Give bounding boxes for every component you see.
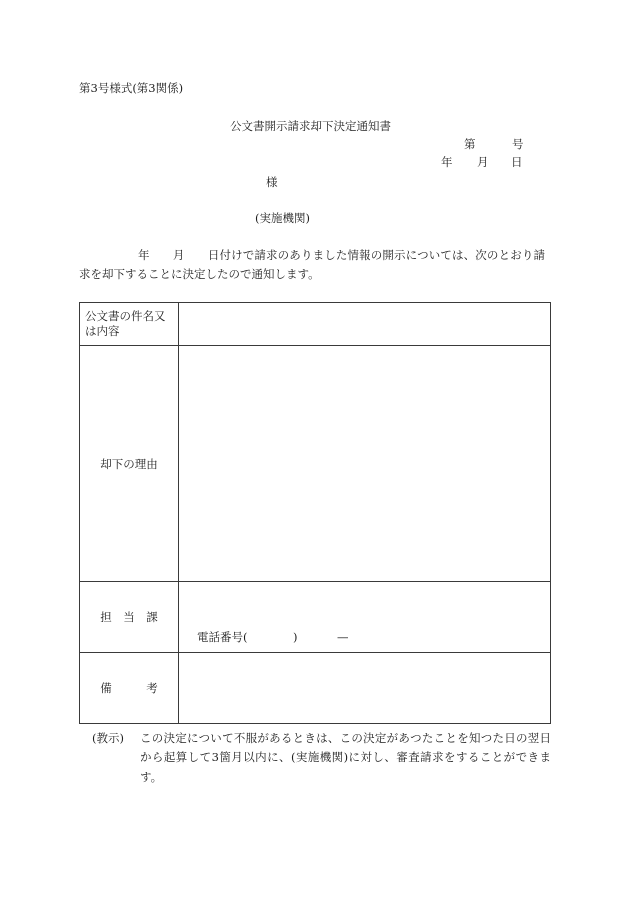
subject-value-cell [179,303,550,346]
notice-text-line: この決定について不服があるときは、この決定があつたことを知つた日の翌日 [140,731,551,745]
doc-number-prefix: 第 [464,137,476,151]
date-month-label: 月 [477,155,489,169]
date-day-label: 日 [511,155,523,169]
department-value-cell [179,582,550,653]
remarks-value-cell [179,653,550,723]
subject-label-line: は内容 [85,324,120,338]
notice-label: (教示) [92,731,124,745]
subject-label-cell [80,303,179,346]
subject-label-line: 公文書の件名又 [85,309,166,323]
department-label-cell [80,582,179,653]
phone-number-label: 電話番号( [197,630,248,644]
phone-paren-close: ) [293,630,298,644]
phone-dash: — [337,630,349,644]
form-number: 第3号様式(第3関係) [79,81,184,95]
department-label: 担 当 課 [100,610,158,624]
body-text-line: 求を却下することに決定したので通知します。 [79,267,320,281]
rejection-reason-value-cell [179,346,550,582]
addressee-honorific: 様 [266,175,278,189]
date-year-label: 年 [441,155,453,169]
rejection-reason-label: 却下の理由 [100,456,158,471]
body-text-line: 年 月 日付けで請求のありました情報の開示については、次のとおり請 [138,248,545,262]
rejection-reason-label-cell [80,346,179,582]
document-title: 公文書開示請求却下決定通知書 [230,119,391,133]
notice-text-line: す。 [140,770,163,784]
remarks-label: 備 考 [100,681,158,695]
issuing-agency: (実施機関) [255,211,310,225]
notice-text-line: から起算して3箇月以内に、(実施機関)に対し、審査請求をすることができま [140,750,551,764]
decision-table [79,302,551,724]
doc-number-suffix: 号 [512,137,524,151]
remarks-label-cell [80,653,179,723]
